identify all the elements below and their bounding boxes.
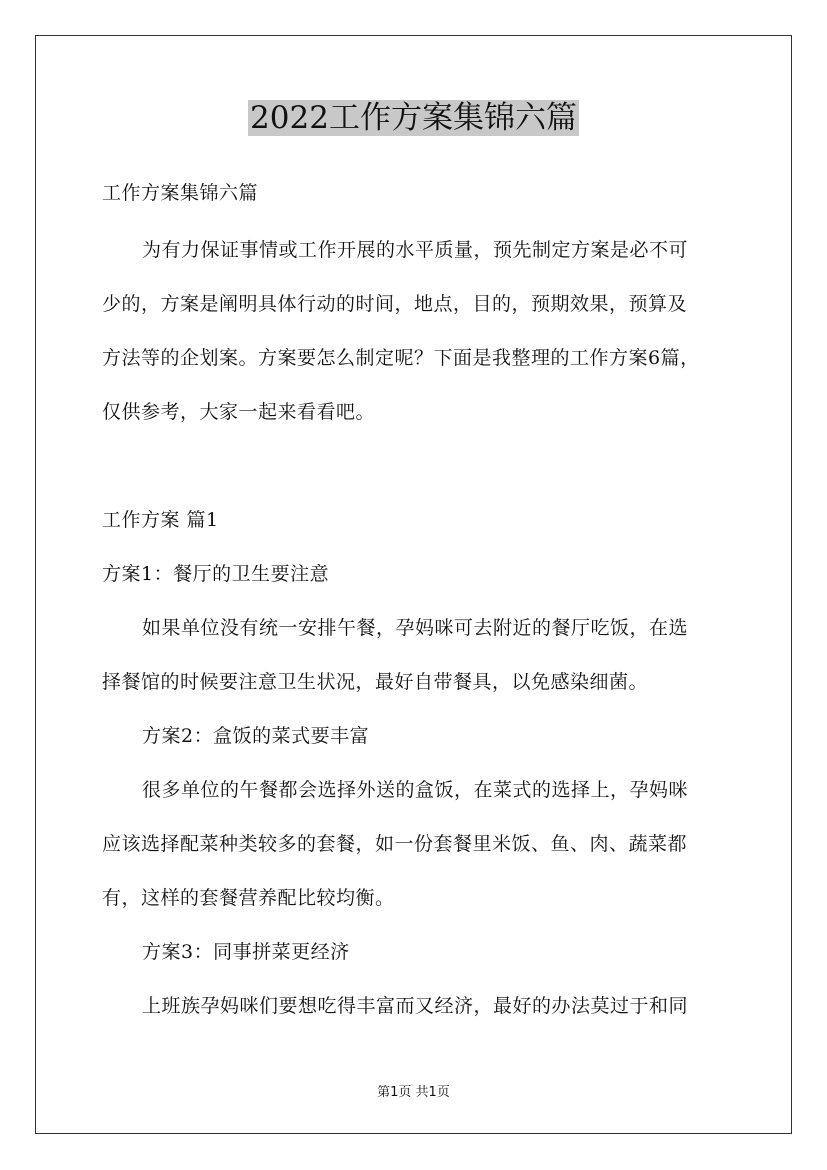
plan-title: 方案3：同事拼菜更经济 [142,941,350,963]
page-footer: 第1页 共1页 [377,1085,450,1100]
intro-line: 仅供参考，大家一起来看看吧。 [102,401,376,423]
document-body [102,177,724,1022]
document-title: 2022工作方案集锦六篇 [250,100,577,136]
intro-line: 少的，方案是阐明具体行动的时间，地点，目的，预期效果，预算及 [102,293,688,315]
plan-line: 上班族孕妈咪们要想吃得丰富而又经济，最好的办法莫过于和同 [142,995,689,1017]
plan-line: 择餐馆的时候要注意卫生状况，最好自带餐具，以免感染细菌。 [102,671,649,693]
plan-title: 方案2：盒饭的菜式要丰富 [142,725,370,747]
intro-line: 为有力保证事情或工作开展的水平质量，预先制定方案是必不可 [142,239,689,261]
intro-line: 方法等的企划案。方案要怎么制定呢？下面是我整理的工作方案6篇， [102,347,700,369]
section-title: 工作方案 篇1 [102,509,219,531]
plan-line: 如果单位没有统一安排午餐，孕妈咪可去附近的餐厅吃饭，在选 [142,617,689,639]
plan-line: 应该选择配菜种类较多的套餐，如一份套餐里米饭、鱼、肉、蔬菜都 [102,833,688,855]
plan-line: 很多单位的午餐都会选择外送的盒饭，在菜式的选择上，孕妈咪 [142,779,689,801]
document-title-wrap [0,96,827,140]
plan-title: 方案1：餐厅的卫生要注意 [102,563,330,585]
plan-line: 有，这样的套餐营养配比较均衡。 [102,887,395,909]
heading-main: 工作方案集锦六篇 [102,182,259,204]
